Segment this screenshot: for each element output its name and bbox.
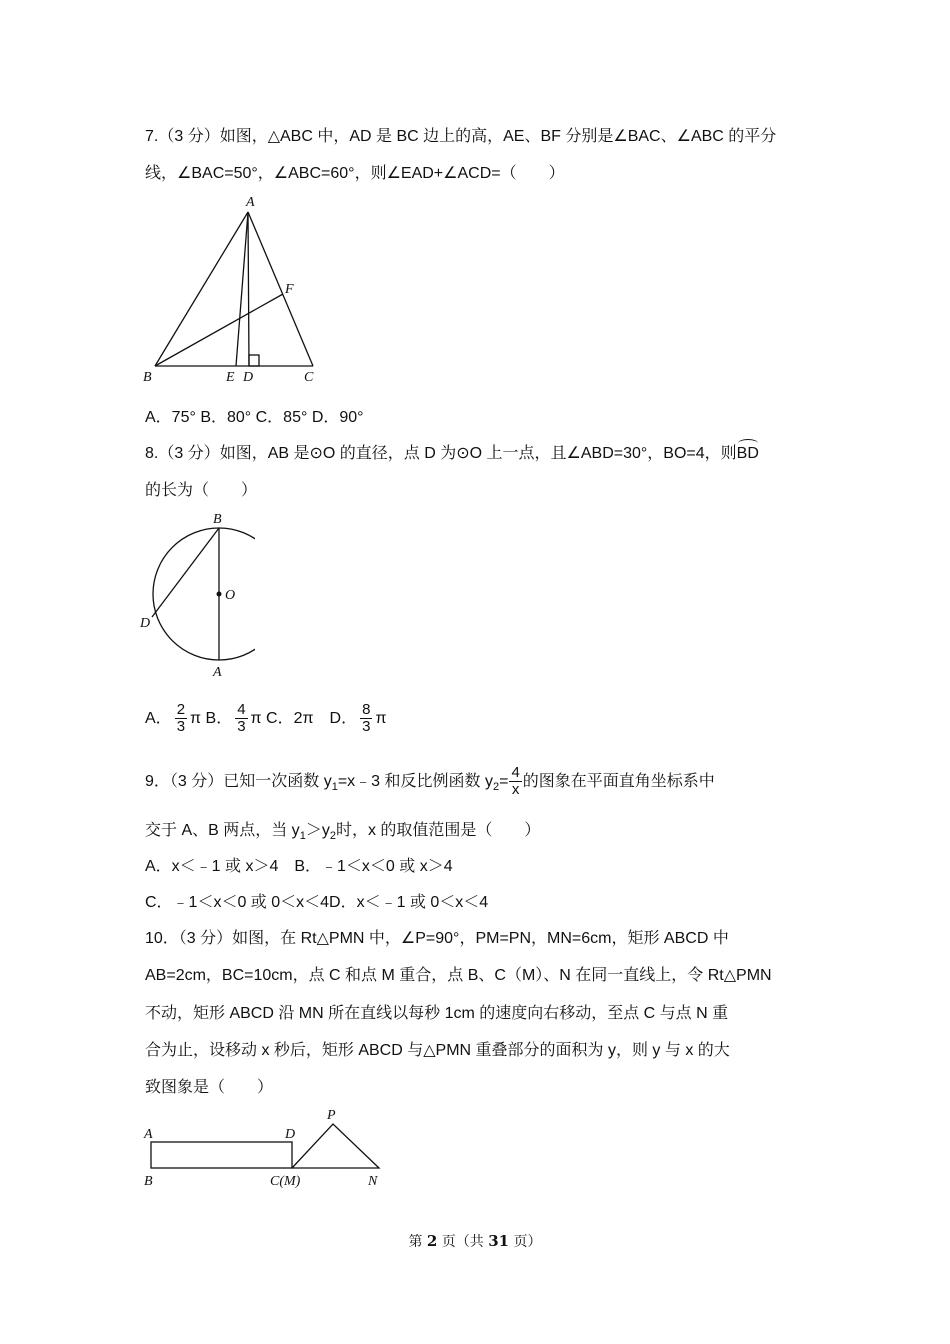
q9-options-cd: C．﹣1＜x＜0 或 0＜x＜4D．x＜﹣1 或 0＜x＜4 <box>145 894 489 911</box>
q7-label-d: D <box>243 370 254 385</box>
q10-label-p: P <box>327 1108 336 1123</box>
subscript: 1 <box>299 830 306 843</box>
q8-arc-bd: BD <box>736 445 759 462</box>
pi-symbol: π <box>250 710 262 727</box>
q8-options <box>145 699 386 739</box>
q8-stem-text: 8.（3 分）如图，AB 是⊙O 的直径，点 D 为⊙O 上一点，且∠ABD=30°，BO=4，则 <box>145 445 737 462</box>
q10-label-b: B <box>144 1174 153 1189</box>
q7-label-f: F <box>285 282 294 297</box>
q7-options: A．75° B．80° C．85° D．90° <box>145 409 364 426</box>
subscript: 1 <box>331 781 338 794</box>
q9-fraction <box>509 765 521 798</box>
q8-label-b: B <box>213 512 222 527</box>
q7-stem-line1: 7.（3 分）如图，△ABC 中，AD 是 BC 边上的高，AE、BF 分别是∠BAC、∠ABC 的平分 <box>145 128 777 145</box>
q10-stem-line2: AB=2cm，BC=10cm，点 C 和点 M 重合，点 B、C（M）、N 在同一直线上，令 Rt△PMN <box>145 967 772 984</box>
q8-option-c-and-d-label: C．2π D． <box>261 710 358 727</box>
fraction-denominator: x <box>511 781 520 799</box>
q10-stem-line3: 不动，矩形 ABCD 沿 MN 所在直线以每秒 1cm 的速度向右移动，至点 C 与点 N 重 <box>145 1005 729 1022</box>
q8-option-a-label: A． <box>145 710 172 727</box>
q8-option-b-label: B． <box>201 710 233 727</box>
q8-stem-line2: 的长为（ ） <box>145 482 258 499</box>
subscript: 2 <box>492 781 500 794</box>
q8-circle-figure <box>135 505 255 685</box>
page-number: 2 <box>426 1232 438 1250</box>
q10-label-a: A <box>144 1127 153 1142</box>
q9-text: =x﹣3 和反比例函数 y <box>337 773 493 790</box>
q7-label-c: C <box>304 370 314 385</box>
total-pages: 31 <box>488 1232 510 1250</box>
fraction-numerator: 4 <box>511 764 520 782</box>
pi-symbol: π <box>190 710 202 727</box>
q10-stem-line5: 致图象是（ ） <box>145 1079 274 1096</box>
q8-option-b-fraction <box>235 702 247 735</box>
q8-label-d: D <box>140 616 151 631</box>
fraction-denominator: 3 <box>237 718 246 736</box>
q10-stem-line4: 合为止，设移动 x 秒后，矩形 ABCD 与△PMN 重叠部分的面积为 y，则 y 与 x 的大 <box>145 1042 730 1059</box>
q9-stem-line2 <box>145 821 540 846</box>
footer-text: 页（共 <box>437 1234 489 1250</box>
q9-text: = <box>499 773 509 790</box>
q8-stem-line1 <box>145 444 759 464</box>
q9-text: 的图象在平面直角坐标系中 <box>522 773 715 790</box>
q9-text: 交于 A、B 两点，当 y <box>145 822 300 839</box>
q7-label-e: E <box>226 370 235 385</box>
footer-text: 页） <box>509 1234 542 1250</box>
q10-label-n: N <box>368 1174 378 1189</box>
q8-option-a-fraction <box>175 702 187 735</box>
q7-stem-line2: 线，∠BAC=50°，∠ABC=60°，则∠EAD+∠ACD=（ ） <box>145 165 565 182</box>
fraction-denominator: 3 <box>176 718 186 736</box>
q9-text: 时，x 的取值范围是（ ） <box>335 822 541 839</box>
q10-stem-line1: 10．（3 分）如图，在 Rt△PMN 中，∠P=90°，PM=PN，MN=6cm，矩形 ABCD 中 <box>145 930 729 947</box>
subscript: 2 <box>329 830 336 843</box>
q9-text: 9．（3 分）已知一次函数 y <box>145 773 332 790</box>
q9-text: ＞y <box>305 822 330 839</box>
fraction-denominator: 3 <box>362 718 371 736</box>
pi-symbol: π <box>375 710 387 727</box>
q8-label-a: A <box>213 665 222 680</box>
fraction-numerator: 8 <box>362 701 371 719</box>
fraction-numerator: 2 <box>176 701 186 719</box>
q7-label-b: B <box>143 370 152 385</box>
q9-options-ab: A．x＜﹣1 或 x＞4 B．﹣1＜x＜0 或 x＞4 <box>145 858 453 875</box>
footer-text: 第 <box>408 1234 427 1250</box>
q10-label-d: D <box>285 1127 296 1142</box>
fraction-numerator: 4 <box>237 701 246 719</box>
q8-label-o: O <box>225 588 236 603</box>
q10-rectangle-triangle-figure <box>135 1100 395 1195</box>
q10-label-cm: C(M) <box>270 1174 301 1189</box>
q9-stem-line1 <box>145 762 715 807</box>
q7-label-a: A <box>246 195 255 210</box>
page-footer <box>0 1231 950 1251</box>
q7-triangle-figure <box>135 190 335 390</box>
q8-option-d-fraction <box>360 702 372 735</box>
